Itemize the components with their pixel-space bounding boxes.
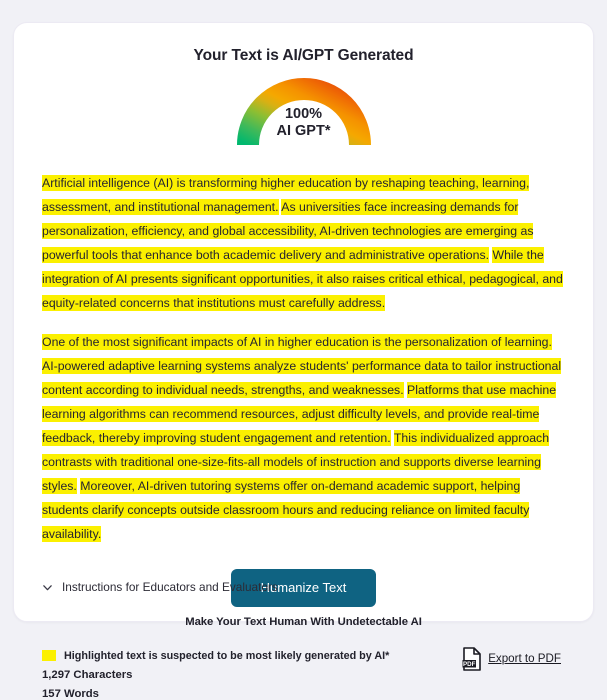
ai-highlighted-run: Moreover, AI-driven tutoring systems offer on-demand academic support, helping students clarify concepts outside classroom hours and reducing reliance on limited faculty availability. — [42, 478, 530, 541]
chevron-down-icon — [42, 582, 53, 593]
pdf-file-icon — [462, 647, 482, 671]
gauge-arc-icon — [237, 80, 371, 150]
character-count: 1,297 Characters — [42, 668, 133, 681]
highlight-legend-label: Highlighted text is suspected to be most likely generated by AI* — [64, 649, 390, 662]
ai-highlighted-run: This individualized approach contrasts with traditional one-size-fits-all models of instruction and supports diverse learning styles. — [42, 430, 550, 493]
ai-detection-result-card — [13, 22, 594, 700]
word-count: 157 Words — [42, 687, 99, 700]
ai-score-gauge — [237, 80, 371, 150]
ai-highlighted-run: While the integration of AI presents significant opportunities, it also raises critical ethical, pedagogical, and equity-related concerns that institutions must carefully address. — [42, 247, 563, 310]
highlight-swatch-icon — [42, 650, 56, 661]
svg-text:PDF: PDF — [463, 660, 476, 668]
gauge-percent-value: 100% — [284, 106, 323, 122]
ai-highlighted-run: One of the most significant impacts of AI in higher education is the personalization of learning. AI-powered adaptive learning systems analyze students' performance data to tailor instructional content according to individual needs, strengths, and weaknesses. — [42, 334, 562, 397]
cta-subtitle: Make Your Text Human With Undetectable AI — [185, 615, 422, 628]
instructions-accordion-label: Instructions for Educators and Evaluators — [62, 580, 278, 594]
ai-highlighted-run: Platforms that use machine learning algorithms can recommend resources, adjust difficulty levels, and provide real-time feedback, thereby improving student engagement and retention. — [42, 382, 557, 445]
ai-highlighted-run: Artificial intelligence (AI) is transforming higher education by reshaping teaching, learning, assessment, and institutional management. — [42, 176, 530, 214]
ai-highlighted-run: As universities face increasing demands for personalization, efficiency, and global accessibility, AI-driven technologies are emerging as powerful tools that enhance both academic delivery and administrative operations. — [42, 199, 534, 262]
humanize-text-button[interactable]: Humanize Text — [231, 569, 377, 607]
analyzed-paragraph — [42, 172, 565, 316]
page-title: Your Text is AI/GPT Generated — [193, 47, 414, 64]
export-to-pdf-button[interactable] — [462, 647, 561, 671]
gauge-source-label: AI GPT* — [276, 123, 331, 140]
analyzed-paragraph — [42, 331, 565, 547]
instructions-accordion-toggle[interactable] — [42, 580, 278, 594]
cta-section — [14, 569, 593, 628]
analyzed-text-body — [14, 150, 593, 547]
export-to-pdf-label: Export to PDF — [488, 652, 561, 666]
footer-stats-section — [14, 628, 593, 700]
